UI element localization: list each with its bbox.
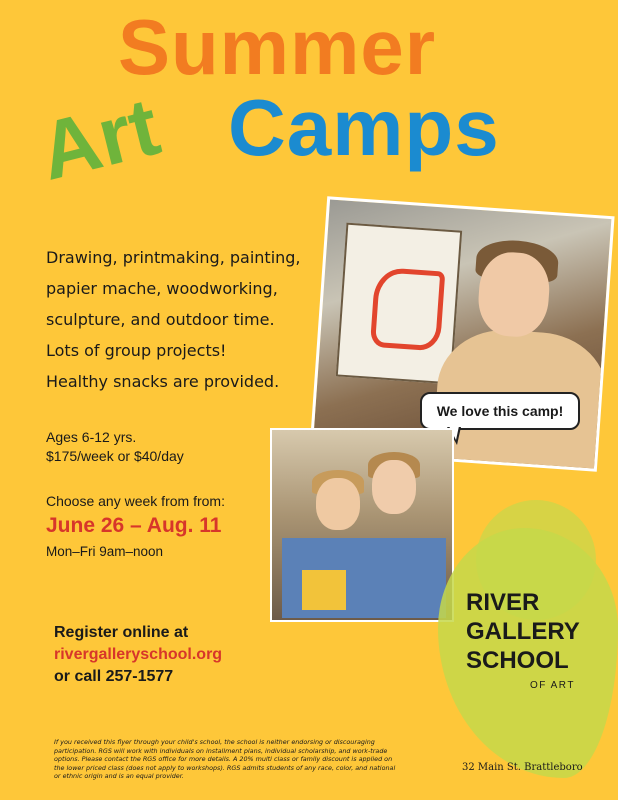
- register-url-link[interactable]: rivergalleryschool.org: [54, 646, 223, 663]
- logo-subtitle: OF ART: [530, 680, 575, 691]
- logo-line: GALLERY: [466, 618, 580, 645]
- register-line: Register online at: [54, 624, 189, 641]
- activity-line: Drawing, printmaking, painting,: [46, 248, 301, 267]
- ages-text: Ages 6-12 yrs.: [46, 429, 137, 445]
- activity-line: Lots of group projects!: [46, 341, 227, 360]
- kid-face: [476, 250, 552, 339]
- activity-line: Healthy snacks are provided.: [46, 372, 280, 391]
- activities-list: [46, 242, 316, 397]
- logo-line: SCHOOL: [466, 647, 569, 674]
- speech-bubble: We love this camp!: [420, 392, 580, 430]
- register-phone: or call 257-1577: [54, 668, 174, 685]
- title-camps: Camps: [228, 83, 500, 172]
- easel: [336, 223, 462, 385]
- title-summer: Summer: [118, 3, 437, 91]
- activity-line: sculpture, and outdoor time.: [46, 310, 275, 329]
- girl2-face: [372, 460, 416, 514]
- camp-times: Mon–Fri 9am–noon: [46, 544, 164, 559]
- choose-text: Choose any week from from:: [46, 493, 225, 509]
- school-logo: [466, 588, 580, 675]
- camp-dates: June 26 – Aug. 11: [46, 514, 222, 537]
- title-art: Art: [30, 80, 168, 198]
- logo-line: RIVER: [466, 589, 540, 616]
- painting: [370, 267, 445, 352]
- ages-price: [46, 428, 184, 466]
- register-info: [54, 622, 222, 688]
- photo-girls-woodworking: [270, 428, 454, 622]
- girl1-face: [316, 478, 360, 530]
- price-text: $175/week or $40/day: [46, 448, 184, 464]
- activity-line: papier mache, woodworking,: [46, 279, 278, 298]
- disclaimer-text: If you received this flyer through your child's school, the school is neither endorsing or discouraging participation. RGS will work with individuals on installment plans, individual scholarship, and work-trade options. Please contact the RGS office for more details. A 20% multi class or family discount is applied on the lower priced class (does not apply to workshops). RGS admits students of any race, color, and national or ethnic origin and is an equal provider.: [54, 738, 396, 781]
- woodwork-box: [302, 570, 346, 610]
- school-address: 32 Main St. Brattleboro: [462, 762, 583, 773]
